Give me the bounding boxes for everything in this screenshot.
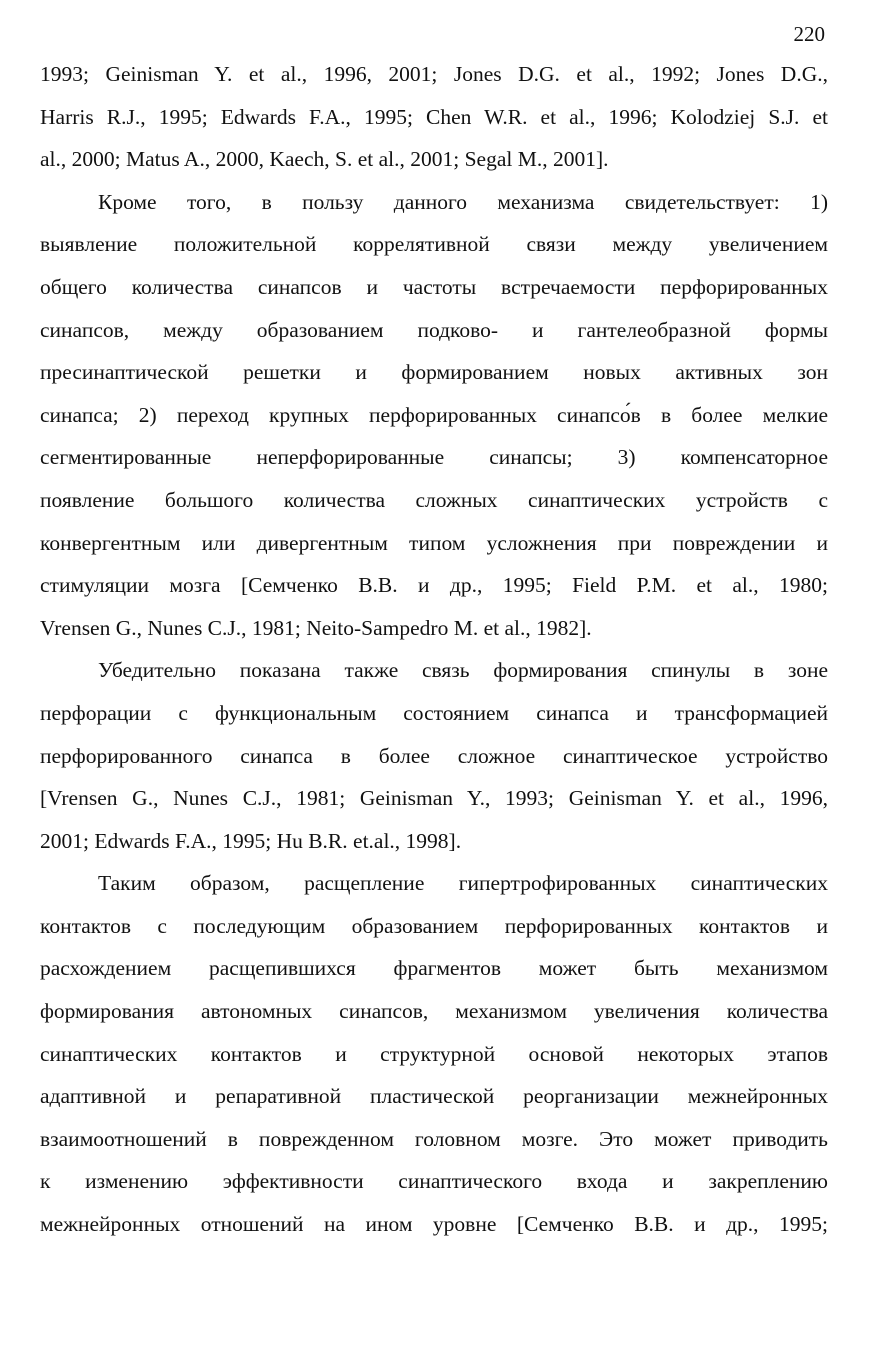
paragraph [40, 862, 828, 1245]
text-line: 2001; Edwards F.A., 1995; Hu B.R. et.al., 1998]. [40, 828, 462, 853]
text-line: перфорированного синапса в более сложное синаптическое устройство [40, 743, 828, 768]
text-line: Vrensen G., Nunes C.J., 1981; Neito-Sampedro M. et al., 1982]. [40, 615, 592, 640]
text-line: синапсов, между образованием подково- и гантелеобразной формы [40, 317, 828, 342]
text-line: пресинаптической решетки и формированием новых активных зон [40, 360, 828, 385]
text-line: взаимоотношений в поврежденном головном мозге. Это может приводить [40, 1126, 828, 1151]
text-line: конвергентным или дивергентным типом усложнения при повреждении и [40, 530, 828, 555]
text-line: межнейронных отношений на ином уровне [Семченко В.В. и др., 1995; [40, 1212, 828, 1237]
text-line: синаптических контактов и структурной основой некоторых этапов [40, 1041, 828, 1066]
body-text [40, 53, 828, 1246]
text-line: стимуляции мозга [Семченко В.В. и др., 1995; Field P.M. et al., 1980; [40, 573, 828, 598]
text-line: общего количества синапсов и частоты встречаемости перфорированных [40, 274, 828, 299]
text-line: к изменению эффективности синаптического входа и закреплению [40, 1169, 828, 1194]
text-line: перфорации с функциональным состоянием синапса и трансформацией [40, 700, 828, 725]
paragraph [40, 181, 828, 650]
text-line: Кроме того, в пользу данного механизма свидетельствует: 1) [98, 189, 828, 214]
text-line: формирования автономных синапсов, механизмом увеличения количества [40, 999, 828, 1024]
text-line: синапса; 2) переход крупных перфорированных синапсо́в в более мелкие [40, 402, 828, 427]
paragraph [40, 649, 828, 862]
text-line: расхождением расщепившихся фрагментов может быть механизмом [40, 956, 828, 981]
text-line: Таким образом, расщепление гипертрофированных синаптических [98, 871, 828, 896]
text-line: 1993; Geinisman Y. et al., 1996, 2001; Jones D.G. et al., 1992; Jones D.G., [40, 62, 828, 86]
paragraph [40, 53, 828, 181]
text-line: адаптивной и репаративной пластической реорганизации межнейронных [40, 1084, 828, 1109]
text-line: Убедительно показана также связь формирования спинулы в зоне [98, 658, 828, 683]
text-line: сегментированные неперфорированные синапсы; 3) компенсаторное [40, 445, 828, 470]
text-line: Harris R.J., 1995; Edwards F.A., 1995; Chen W.R. et al., 1996; Kolodziej S.J. et [40, 104, 828, 129]
text-line: выявление положительной коррелятивной связи между увеличением [40, 232, 828, 257]
text-line: контактов с последующим образованием перфорированных контактов и [40, 913, 828, 938]
text-line: [Vrensen G., Nunes C.J., 1981; Geinisman Y., 1993; Geinisman Y. et al., 1996, [40, 786, 828, 811]
page-number: 220 [793, 22, 825, 46]
text-line: появление большого количества сложных синаптических устройств с [40, 487, 828, 512]
text-line: al., 2000; Matus A., 2000, Kaech, S. et al., 2001; Segal M., 2001]. [40, 147, 609, 172]
